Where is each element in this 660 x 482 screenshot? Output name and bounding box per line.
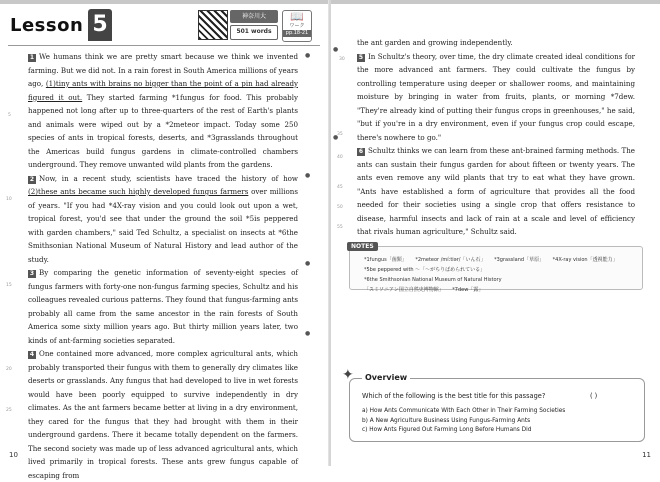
paragraph-number: 1 <box>29 54 35 61</box>
notes-list <box>364 255 636 295</box>
paragraph <box>28 347 298 482</box>
audio-icon[interactable]: ● <box>305 260 311 267</box>
audio-icon[interactable]: ● <box>333 134 339 141</box>
audio-icon[interactable]: ● <box>305 330 311 337</box>
line-number: 5 <box>8 113 11 118</box>
paragraph-text: We humans think we are pretty smart because we think we invented farming. But we did not. In a rain forest in South America millions of years ago, <box>28 52 298 88</box>
paragraph-number: 4 <box>29 351 35 358</box>
paragraph-text: By comparing the genetic information of seventy-eight species of fungus farmers with forty-one non-fungus farming species, Schultz and his colleagues revealed curious patterns. They found that fungus-farming ants probably all came from the same ancestor in the rain forests of South America some sixty million years ago. But thirty million years later, two kinds of ant-farming societies separated. <box>28 268 298 345</box>
overview-box <box>342 367 645 442</box>
audio-icon[interactable]: ● <box>305 52 311 59</box>
workbook-pages: pp.18-21 <box>283 30 311 37</box>
note-item: *7dew「露」 <box>452 287 484 293</box>
passage-left <box>28 50 298 482</box>
answer-blank[interactable]: ( ) <box>590 392 598 400</box>
exam-source-label: 神奈川大 <box>230 10 278 23</box>
overview-question: Which of the following is the best title for this passage? <box>362 392 546 400</box>
audio-icon[interactable]: ● <box>333 46 339 53</box>
line-number: 10 <box>6 197 12 202</box>
word-count-label: 501 words <box>230 25 278 40</box>
underlined-question-text: (2)these ants became such highly developed fungus farmers <box>28 187 249 196</box>
exam-badge <box>230 10 278 40</box>
lesson-number: 5 <box>88 9 112 41</box>
line-number: 40 <box>337 155 343 160</box>
paragraph-number: 5 <box>358 53 364 61</box>
paragraph <box>28 50 298 172</box>
paragraph-text: In Schultz's theory, over time, the dry climate created ideal conditions for the more advanced ant farmers. They could cultivate the fungus by controlling temperature using deeper or shallower rooms, and maintaining moisture by bringing in water from fruits, plants, or morning *7dew. "They're already kind of putting their fungus crops in greenhouses," he said, "but if you're in a dry environment, even if your fungus crop could escape, there's nowhere to go." <box>357 51 635 142</box>
note-item: *6the Smithsonian National Museum of Natural History <box>364 277 502 283</box>
qr-code-icon[interactable] <box>198 10 228 40</box>
line-number: 20 <box>6 367 12 372</box>
paragraph-number: 2 <box>29 175 35 183</box>
paragraph <box>357 50 635 145</box>
right-page <box>331 0 660 466</box>
passage-right <box>357 36 635 239</box>
top-rule <box>331 0 660 4</box>
underlined-question-text: (1)tiny ants with brains no bigger than the point of a pin had already figured it out. <box>28 79 299 102</box>
paragraph <box>28 172 298 267</box>
page-number-right: 11 <box>642 451 651 459</box>
line-number: 35 <box>337 132 343 137</box>
paragraph-continued <box>357 36 635 50</box>
line-number: 15 <box>6 283 12 288</box>
lesson-title: Lesson <box>10 15 84 36</box>
left-page <box>0 0 329 480</box>
answer-option-c[interactable]: c) How Ants Figured Out Farming Long Before Humans Did <box>362 427 532 433</box>
line-number: 55 <box>337 225 343 230</box>
note-item: *5be peppered with ～「～がちりばめられている」 <box>364 267 486 273</box>
paragraph-text: over millions of years. "If you had *4X-ray vision and you could look out upon a wet, tropical forest, you'd see that under the ground the soil *5is peppered with garden chambers," said Ted Schultz, a specialist on insects at *6the Smithsonian National Museum of Natural History and lead author of the study. <box>28 187 298 264</box>
paragraph-text: They started farming *1fungus for food. This probably happened not long after up to three-quarters of the rest of Earth's plants and animals were wiped out by a *2meteor impact. Today some 250 species of ants in tropical forests, deserts, and *3grasslands throughout the Americas build fungus gardens in climate-controlled chambers underground. They remove unwanted wild plants from the gardens. <box>28 92 299 169</box>
paragraph-number: 3 <box>29 270 35 277</box>
note-item: *4X-ray vision「透視能力」 <box>552 257 618 263</box>
note-item: *1fungus「菌類」 <box>364 257 407 263</box>
paragraph-number: 6 <box>358 148 364 155</box>
line-number: 45 <box>337 185 343 190</box>
line-number: 25 <box>6 408 12 413</box>
audio-icon[interactable]: ● <box>305 172 311 179</box>
paragraph <box>357 144 635 239</box>
paragraph-text: One contained more advanced, more complex agricultural ants, which probably transported their fungus with them to generally dry climates like deserts or grasslands. Any fungus that had developed to live in wet forests would have been poorly equipped to survive independently in dry climates. As the ant farmers became better at living in a dry environment, they cared for the fungus that they had brought with them in their underground gardens. There it became totally dependent on the farmers. The second society was made up of less advanced agricultural ants, which lived primarily in tropical forests. These ants grew fungus capable of escaping from <box>28 349 298 480</box>
line-number: 30 <box>339 57 345 62</box>
paragraph <box>28 266 298 347</box>
paragraph-text: Schultz thinks we can learn from these ant-brained farming methods. The ants can sustain their fungus garden for about fifteen or twenty years. The ants even remove any wild plants that try to eat what they have grown. "Ants have established a form of agriculture that provides all the food needed for their societies using a single crop that offers resistance to disease, harmful insects and lack of rain at a scale and level of efficiency that rivals human agriculture," Schultz said. <box>357 146 635 236</box>
top-rule <box>0 0 329 4</box>
butterfly-icon: ✦ <box>342 367 354 383</box>
page-number-left: 10 <box>9 451 18 459</box>
paragraph-text: Now, in a recent study, scientists have traced the history of how <box>39 173 298 183</box>
note-item: 「スミソニアン国立自然史博物館」 <box>364 287 444 293</box>
line-number: 50 <box>337 205 343 210</box>
note-item: *3grassland「草原」 <box>494 257 545 263</box>
notes-label: NOTES <box>347 242 378 251</box>
note-item: *2meteor /míːtiər/「いん石」 <box>415 257 486 263</box>
lesson-header <box>8 9 320 46</box>
answer-option-b[interactable]: b) A New Agriculture Business Using Fungus-Farming Ants <box>362 417 531 424</box>
answer-option-a[interactable]: a) How Ants Communicate With Each Other in Their Farming Societies <box>362 408 566 414</box>
vocabulary-notes <box>349 243 643 293</box>
overview-title: Overview <box>362 373 410 382</box>
workbook-label: ワーク <box>289 23 305 29</box>
answer-options <box>362 407 565 436</box>
paragraph-text: the ant garden and growing independently. <box>357 38 513 47</box>
workbook-reference <box>282 10 312 42</box>
workbook-icon: 📖 <box>290 10 304 23</box>
